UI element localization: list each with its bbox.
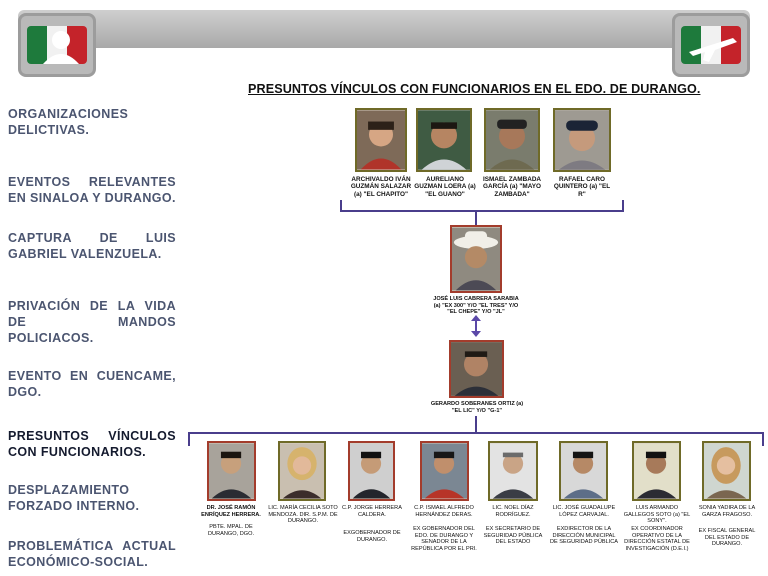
menu-item-desplazamiento[interactable]: DESPLAZAMIENTO FORZADO INTERNO.: [8, 483, 140, 513]
official-role: EX COORDINADOR OPERATIVO DE LA DIRECCIÓN ESTATAL DE INVESTIGACIÓN (D.E.I.): [624, 526, 690, 552]
menu-item-cuencame[interactable]: EVENTO EN CUENCAME, DGO.: [8, 369, 176, 399]
mexico-flag-logo-right: [672, 13, 750, 77]
official-role: EX SECRETARIO DE SEGURIDAD PÚBLICA DEL ESTADO: [483, 526, 543, 546]
page-title: PRESUNTOS VÍNCULOS CON FUNCIONARIOS EN EL EDO. DE DURANGO.: [248, 82, 701, 96]
menu-item-privacion[interactable]: PRIVACIÓN DE LA VIDA DE MANDOS POLICIACOS.: [8, 299, 176, 345]
leader-caption: AURELIANO GUZMAN LOERA (a) "EL GUANO": [414, 176, 476, 198]
official-name: LIC. NOEL DÍAZ RODRÍGUEZ.: [492, 505, 534, 518]
connector-line: [475, 211, 477, 226]
official-name: C.P. JORGE HERRERA CALDERA.: [342, 505, 402, 518]
leader-caption: ARCHIVALDO IVÁN GUZMÁN SALAZAR (a) "EL CHAPITO": [350, 176, 412, 198]
portrait-photo: [553, 108, 611, 172]
leader-caption: ISMAEL ZAMBADA GARCÍA (a) "MAYO ZAMBADA": [482, 176, 542, 198]
menu-item-organizaciones[interactable]: ORGANIZACIONES DELICTIVAS.: [8, 107, 129, 137]
portrait-photo: [420, 441, 469, 501]
portrait-photo: [484, 108, 540, 172]
portrait-photo: [449, 340, 504, 398]
official-name: DR. JOSÉ RAMÓN ENRÍQUEZ HERRERA.: [201, 505, 261, 518]
portrait-photo: [207, 441, 256, 501]
portrait-photo: [632, 441, 681, 501]
menu-item-captura[interactable]: CAPTURA DE LUIS GABRIEL VALENZUELA.: [8, 231, 176, 261]
official-name: LIC. JOSÉ GUADALUPE LÓPEZ CARVAJAL.: [552, 505, 616, 518]
official-role: EXGOBERNADOR DE DURANGO.: [343, 530, 401, 543]
leader-caption: RAFAEL CARO QUINTERO (a) "EL R": [553, 176, 611, 198]
menu-item-vinculos[interactable]: PRESUNTOS VÍNCULOS CON FUNCIONARIOS.: [8, 429, 176, 459]
header-bar: [18, 10, 750, 48]
group-bracket: [340, 200, 624, 212]
connector-line: [475, 416, 477, 432]
middle-caption: JOSÉ LUIS CABRERA SARABIA (a) "EX 300" Y/O "EL TRES" Y/O "EL CHEPE" Y/O "JL": [433, 296, 519, 316]
mexico-flag-logo-left: [18, 13, 96, 77]
portrait-photo: [278, 441, 326, 501]
official-role: EXDIRECTOR DE LA DIRECCIÓN MUNICIPAL DE SEGURIDAD PÚBLICA: [549, 526, 619, 546]
portrait-photo: [488, 441, 538, 501]
official-name: SONIA YADIRA DE LA GARZA FRAGOSO.: [698, 505, 756, 518]
portrait-photo: [702, 441, 751, 501]
official-role: PBTE. MPAL. DE DURANGO, DGO.: [208, 524, 254, 537]
portrait-photo: [450, 225, 502, 293]
official-role: EX GOBERNADOR DEL EDO. DE DURANGO Y SENADOR DE LA REPÚBLICA POR EL PRI.: [411, 526, 477, 552]
middle-caption: GERARDO SOBERANES ORTIZ (a) "EL LIC" Y/O "G-1": [430, 401, 524, 414]
portrait-photo: [559, 441, 608, 501]
official-name: LUIS ARMANDO GALLEGOS SOTO (a) "EL SONY".: [623, 505, 691, 525]
portrait-photo: [348, 441, 395, 501]
menu-item-problematica[interactable]: PROBLEMÁTICA ACTUAL ECONÓMICO-SOCIAL.: [8, 539, 176, 569]
portrait-photo: [355, 108, 407, 172]
menu-item-eventos-relevantes[interactable]: EVENTOS RELEVANTES EN SINALOA Y DURANGO.: [8, 175, 176, 205]
bidirectional-arrow-icon: [468, 314, 484, 338]
official-role: EX FISCAL GENERAL DEL ESTADO DE DURANGO.: [698, 528, 756, 548]
airplane-icon: [675, 16, 747, 74]
portrait-photo: [416, 108, 472, 172]
silhouette-icon: [21, 16, 93, 74]
official-name: LIC. MARÍA CECILIA SOTO MENDOZA. DIR. S.P.M. DE DURANGO.: [268, 505, 338, 525]
official-name: C.P. ISMAEL ALFREDO HERNÁNDEZ DERAS.: [414, 505, 474, 518]
